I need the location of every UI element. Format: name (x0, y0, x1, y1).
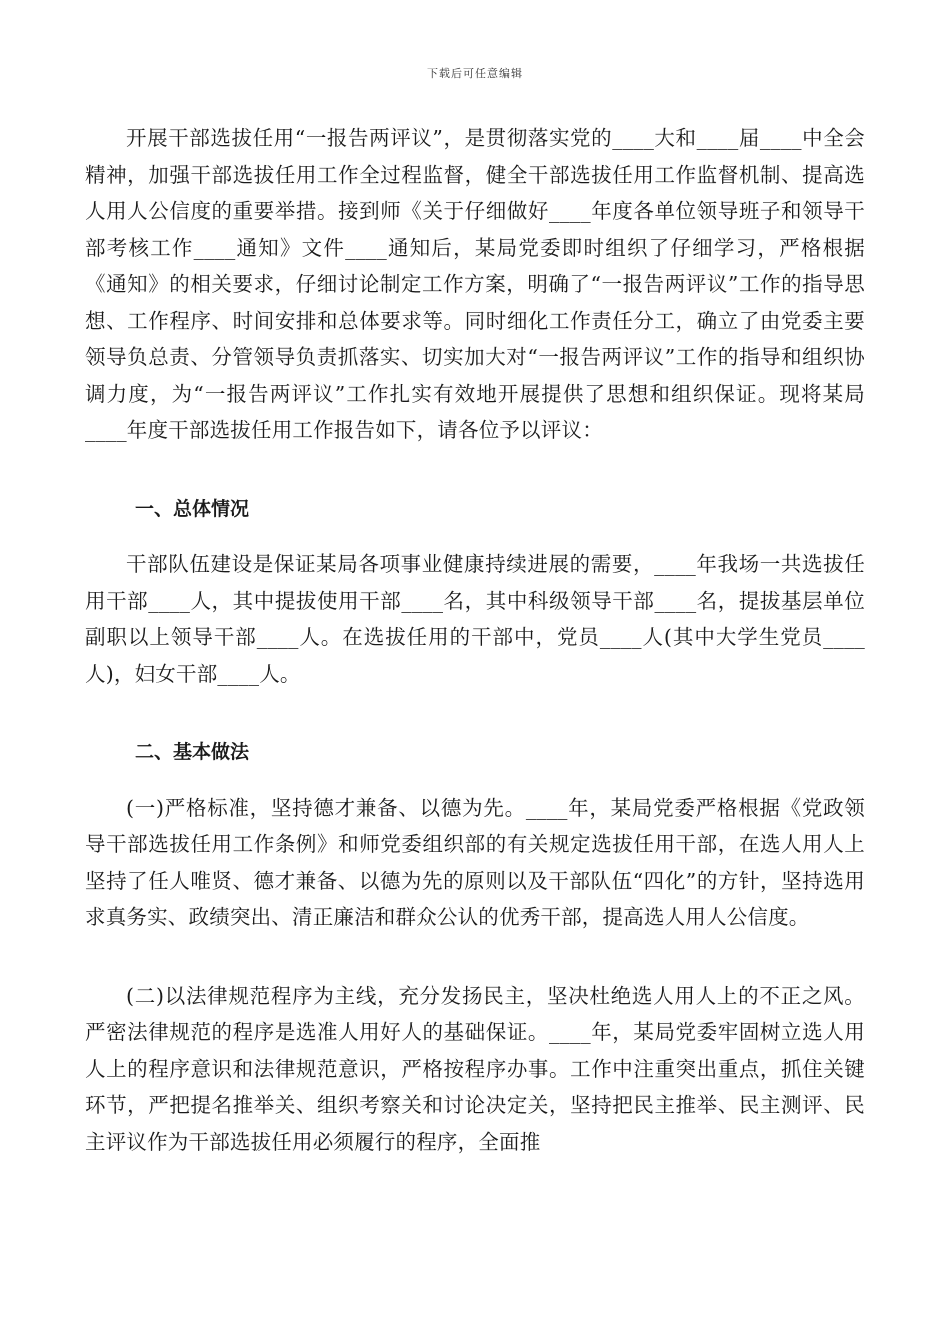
spacer (85, 527, 865, 546)
section-heading-practice: 二、基本做法 (135, 741, 250, 763)
spacer (85, 936, 865, 978)
spacer (85, 449, 865, 491)
header-note: 下载后可任意编辑 (427, 67, 523, 80)
document-body (85, 120, 865, 1160)
spacer (85, 692, 865, 734)
section-heading-overall: 一、总体情况 (135, 497, 250, 520)
intro-paragraph: 开展干部选拔任用“一报告两评议”，是贯彻落实党的____大和____届____中全会精神，加强干部选拔任用工作全过程监督，健全干部选拔任用工作监督机制、提高选人用人公信度的重要举措。接到师《关于仔细做好____年度各单位领导班子和领导干部考核工作____通知》文件____通知后，某局党委即时组织了仔细学习，严格根据《通知》的相关要求，仔细讨论制定工作方案，明确了“一报告两评议”工作的指导思想、工作程序、时间安排和总体要求等。同时细化工作责任分工，确立了由党委主要领导负总责、分管领导负责抓落实、切实加大对“一报告两评议”工作的指导和组织协调力度，为“一报告两评议”工作扎实有效地开展提供了思想和组织保证。现将某局____年度干部选拔任用工作报告如下，请各位予以评议： (85, 126, 865, 442)
spacer (85, 771, 865, 790)
practice-paragraph-2: (二)以法律规范程序为主线，充分发扬民主，坚决杜绝选人用人上的不正之风。严密法律规范的程序是选准人用好人的基础保证。____年，某局党委牢固树立选人用人上的程序意识和法律规范意识，严格按程序办事。工作中注重突出重点，抓住关键环节，严把提名推举关、组织考察关和讨论决定关，坚持把民主推举、民主测评、民主评议作为干部选拔任用必须履行的程序，全面推 (85, 983, 865, 1154)
overall-paragraph: 干部队伍建设是保证某局各项事业健康持续进展的需要，____年我场一共选拔任用干部____人，其中提拔使用干部____名，其中科级领导干部____名，提拔基层单位副职以上领导干部____人。在选拔任用的干部中，党员____人(其中大学生党员____人)，妇女干部____人。 (85, 552, 865, 686)
practice-paragraph-1: (一)严格标准，坚持德才兼备、以德为先。____年，某局党委严格根据《党政领导干部选拔任用工作条例》和师党委组织部的有关规定选拔任用干部，在选人用人上坚持了任人唯贤、德才兼备、以德为先的原则以及干部队伍“四化”的方针，坚持选用求真务实、政绩突出、清正廉洁和群众公认的优秀干部，提高选人用人公信度。 (85, 795, 865, 929)
